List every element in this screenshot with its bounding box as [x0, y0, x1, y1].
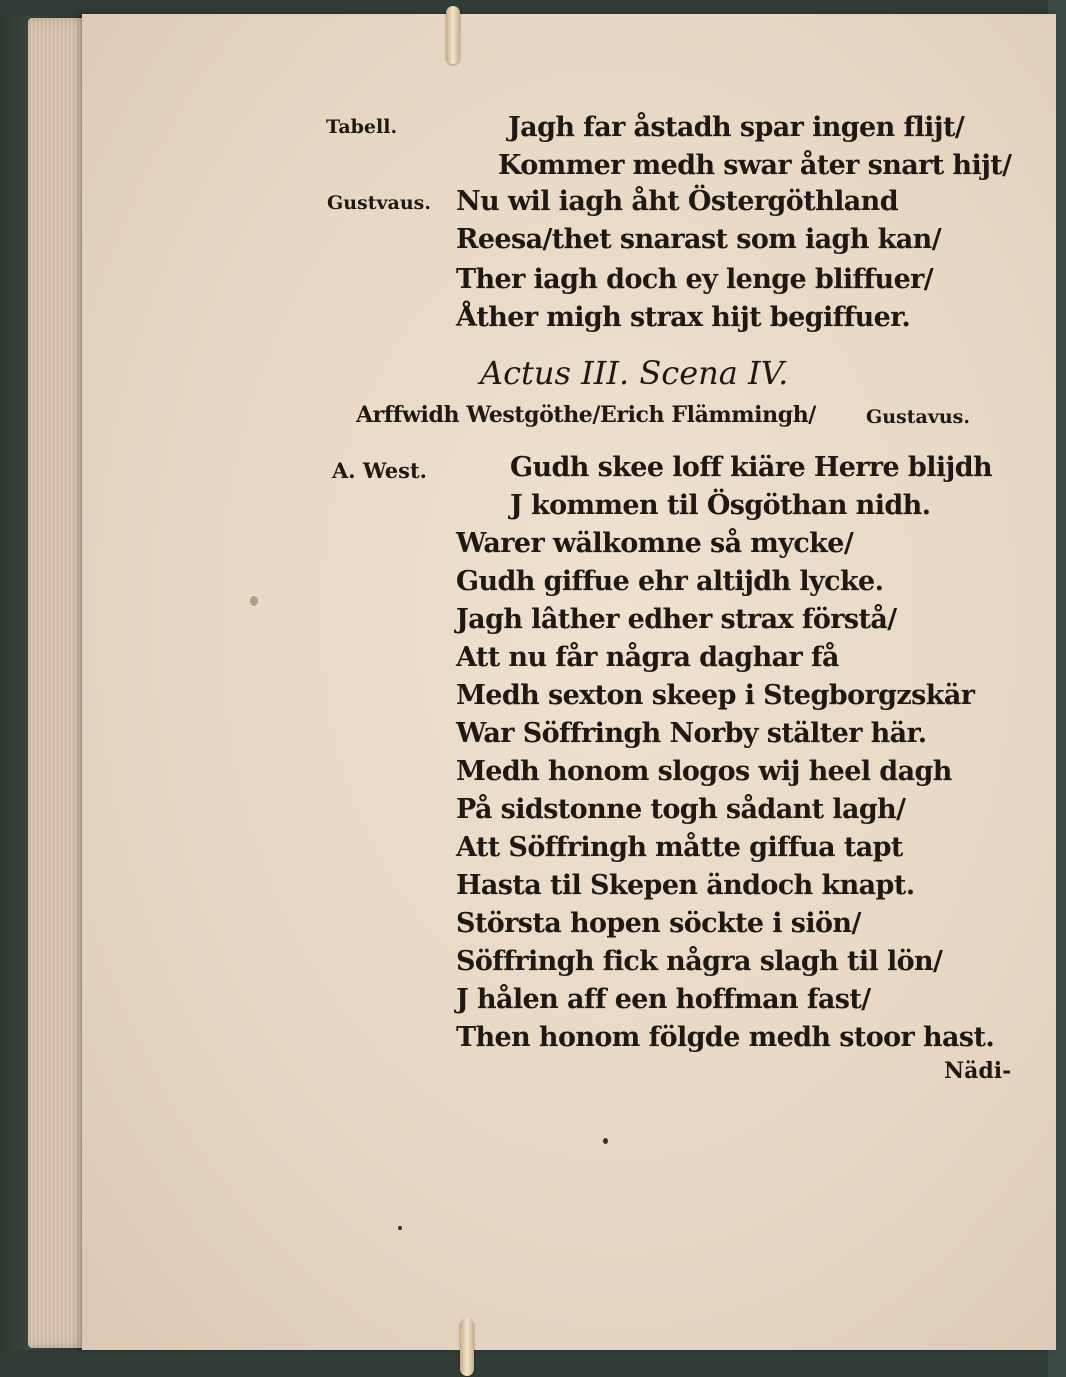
- ink-speck: [398, 1226, 402, 1230]
- verse-line: Största hopen söckte i siön/: [456, 908, 861, 939]
- verse-line: Kommer medh swar åter snart hijt/: [498, 150, 1012, 181]
- verse-line: Att Söffringh måtte giffua tapt: [456, 832, 903, 863]
- book-page: [82, 14, 1056, 1350]
- verse-line: Söffringh fick några slagh til lön/: [456, 946, 943, 977]
- verse-line: J hålen aff een hoffman fast/: [456, 984, 871, 1015]
- page-clip-top: [446, 6, 460, 64]
- speaker-tabell: Tabell.: [326, 116, 398, 138]
- verse-line: Reesa/thet snarast som iagh kan/: [456, 224, 941, 255]
- verse-line: J kommen til Ösgöthan nidh.: [510, 490, 931, 521]
- act-scene-heading: Actus III. Scena IV.: [480, 354, 789, 392]
- verse-line: Att nu får några daghar få: [456, 642, 839, 673]
- verse-line: Gudh giffue ehr altijdh lycke.: [456, 566, 884, 597]
- verse-line: Medh honom slogos wij heel dagh: [456, 756, 952, 787]
- roles-gustavus: Gustavus.: [866, 406, 970, 428]
- speaker-a-west: A. West.: [332, 458, 427, 483]
- verse-line: Nu wil iagh åht Östergöthland: [456, 186, 898, 217]
- background-bottom: [0, 1350, 1066, 1377]
- verse-line: War Söffringh Norby stälter här.: [456, 718, 927, 749]
- verse-line: Then honom fölgde medh stoor hast.: [456, 1022, 995, 1053]
- speaker-gustvaus: Gustvaus.: [327, 192, 431, 214]
- verse-line: Jagh lâther edher strax förstå/: [456, 604, 897, 635]
- page-clip-bottom: [460, 1318, 474, 1376]
- verse-line: Jagh far åstadh spar ingen flijt/: [508, 112, 965, 143]
- verse-line: Gudh skee loff kiäre Herre blijdh: [510, 452, 993, 483]
- verse-line: Ther iagh doch ey lenge bliffuer/: [456, 264, 934, 295]
- verse-line: På sidstonne togh sådant lagh/: [456, 794, 906, 825]
- verse-line: Medh sexton skeep i Stegborgzskär: [456, 680, 975, 711]
- paper-stain: [250, 596, 258, 606]
- verse-line: Hasta til Skepen ändoch knapt.: [456, 870, 915, 901]
- ink-speck: [603, 1138, 608, 1144]
- verse-line: Åther migh strax hijt begiffuer.: [456, 302, 911, 333]
- verse-line: Warer wälkomne så mycke/: [456, 528, 854, 559]
- roles-names: Arffwidh Westgöthe/Erich Flämmingh/: [356, 402, 816, 428]
- catchword: Nädi-: [944, 1058, 1012, 1084]
